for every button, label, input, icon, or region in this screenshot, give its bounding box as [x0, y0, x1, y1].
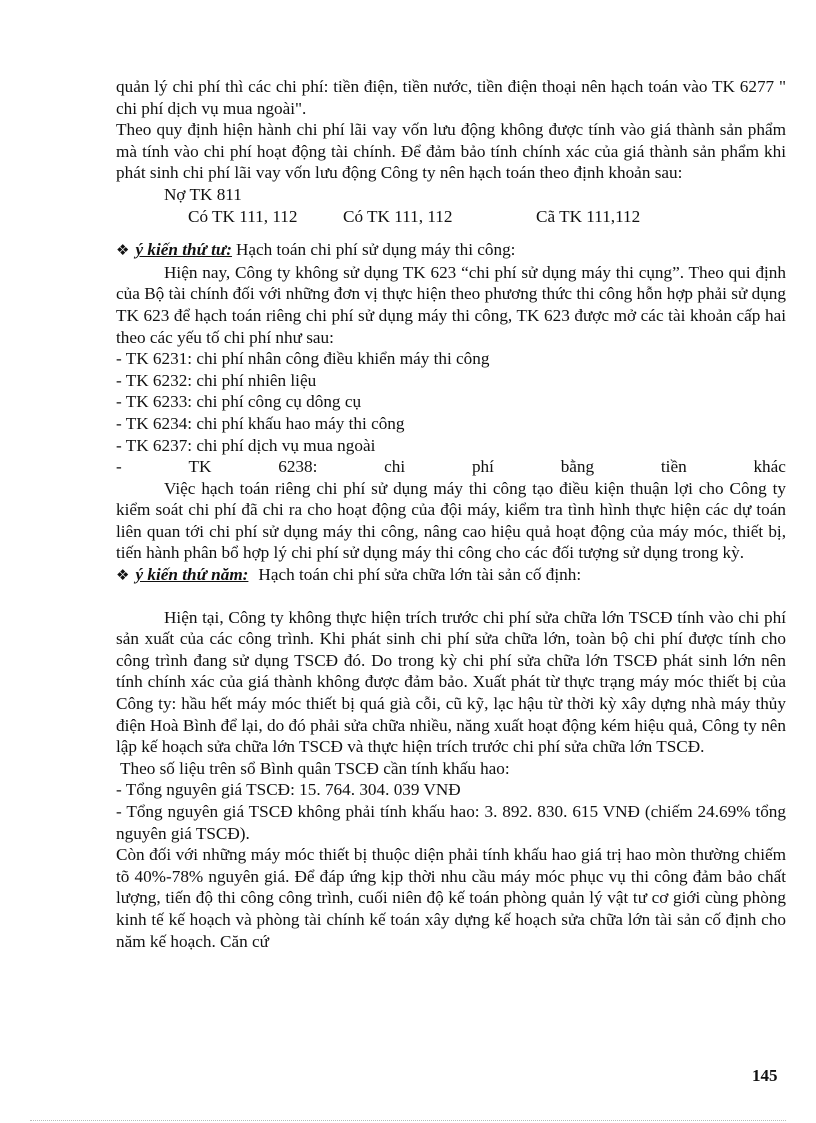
account-6-word: TK — [188, 457, 212, 477]
account-6-word: phí — [471, 457, 494, 477]
account-5: - TK 6237: chi phí dịch vụ mua ngoài — [116, 435, 376, 455]
idea-5-heading — [116, 564, 786, 587]
paragraph-5: Hiện tại, Công ty không thực hiện trích trước chi phí sửa chữa lớn TSCĐ tính vào chi phí sản xuất của các công trình. Khi phát sinh chi phí sửa chữa lớn, toàn bộ chi phí được tính cho công trình đang sử dụng TSCĐ đó. Do trong kỳ chi phí sửa chữa lớn TSCĐ phát sinh lớn nên tính chính xác của giá thành không được đảm bảo. Xuất phát từ thực trạng máy móc thiết bị của Công ty: hầu hết máy móc thiết bị quá già cỗi, cũ kỹ, lạc hậu từ thời kỳ xây dựng nhà máy thủy điện Hoà Bình để lại, do đó phải sửa chữa nhiều, năng xuất hoạt động kém hiệu quả, Công ty nên lập kế hoạch sửa chữa lớn TSCĐ và thực hiện trích trước chi phí sửa chữa lớn TSCĐ. — [116, 607, 786, 757]
idea-5-label: ý kiến thứ năm: — [135, 565, 249, 585]
idea-5-title: Hạch toán chi phí sửa chữa lớn tài sản cố định: — [258, 565, 582, 585]
paragraph-7: - Tổng nguyên giá TSCĐ: 15. 764. 304. 039 VNĐ — [116, 780, 461, 800]
paragraph-2: Theo quy định hiện hành chi phí lãi vay vốn lưu động không được tính vào giá thành sản phẩm mà tính vào chi phí hoạt động tài chính. Để đảm bảo tính chính xác của giá thành sản phẩm khi phát sinh chi phí lãi vay vốn lưu động Công ty nên hạch toán theo định khoản sau: — [116, 120, 786, 183]
paragraph-1: quản lý chi phí thì các chi phí: tiền điện, tiền nước, tiền điện thoại nên hạch toán vào TK 6277 " chi phí dịch vụ mua ngoài". — [116, 77, 786, 118]
credit-entry-2: Có TK 111, 112 — [343, 206, 453, 226]
paragraph-8: - Tổng nguyên giá TSCĐ không phải tính khấu hao: 3. 892. 830. 615 VNĐ (chiếm 24.69% tổng nguyên giá TSCĐ). — [116, 802, 786, 843]
page-number: 145 — [752, 1066, 778, 1085]
credit-entry-3: Cã TK 111,112 — [536, 206, 641, 226]
diamond-bullet-icon: ❖ — [116, 566, 130, 585]
account-6-word: chi — [384, 457, 406, 477]
account-6-word: bằng — [560, 457, 595, 477]
paragraph-3: Hiện nay, Công ty không sử dụng TK 623 “chi phí sử dụng máy thi cụng”. Theo qui định của Bộ tài chính đối với những đơn vị thực hiện theo phương thức thi công hỗn hợp phải sử dụng TK 623 để hạch toán riêng chi phí sử dụng máy thi công, TK 623 được mở các tài khoản cấp hai theo các yếu tố chi phí như sau: — [116, 262, 786, 347]
credit-entry-1: Có TK 111, 112 — [188, 206, 298, 226]
account-6-word: tiền — [660, 457, 687, 477]
idea-4-heading — [116, 239, 786, 262]
account-6-word: - — [116, 457, 122, 477]
diamond-bullet-icon: ❖ — [116, 241, 130, 260]
account-1: - TK 6231: chi phí nhân công điều khiển máy thi công — [116, 349, 490, 369]
account-6-word: khác — [753, 457, 786, 477]
debit-entry: Nợ TK 811 — [164, 184, 242, 204]
account-3: - TK 6233: chi phí công cụ dông cụ — [116, 392, 362, 412]
account-6 — [116, 456, 786, 478]
footer-divider — [30, 1120, 786, 1121]
idea-4-title: Hạch toán chi phí sử dụng máy thi công: — [235, 240, 516, 260]
account-4: - TK 6234: chi phí khấu hao máy thi công — [116, 413, 405, 433]
document-body — [116, 76, 786, 952]
account-2: - TK 6232: chi phí nhiên liệu — [116, 370, 317, 390]
paragraph-6: Theo số liệu trên sổ Bình quân TSCĐ cần tính khấu hao: — [116, 758, 510, 778]
credit-entries — [116, 206, 786, 228]
paragraph-9: Còn đối với những máy móc thiết bị thuộc diện phải tính khấu hao giá trị hao mòn thường chiếm tõ 40%-78% nguyên giá. Để đáp ứng kịp thời nhu cầu máy móc phục vụ thi công đảm bảo chất lượng, tiến độ thi công công trình, cuối niên độ kế toán phòng quản lý vật tư cơ giới cùng phòng kinh tế kế hoạch và phòng tài chính kế toán xây dựng kế hoạch sửa chữa lớn tài sản cố định cho năm kế hoạch. Căn cứ — [116, 845, 786, 951]
idea-4-label: ý kiến thứ tư: — [135, 240, 232, 260]
account-6-word: 6238: — [278, 457, 318, 477]
paragraph-4: Việc hạch toán riêng chi phí sử dụng máy thi công tạo điều kiện thuận lợi cho Công ty kiểm soát chi phí đã chi ra cho hoạt động của đội máy, kiểm tra tình hình thực hiện các dự toán liên quan tới chi phí sử dụng máy thi công, nâng cao hiệu quả hoạt động của máy móc, thiết bị, tiến hành phân bổ hợp lý chi phí sử dụng máy thi công cho các đối tượng sử dụng trong kỳ. — [116, 478, 786, 563]
